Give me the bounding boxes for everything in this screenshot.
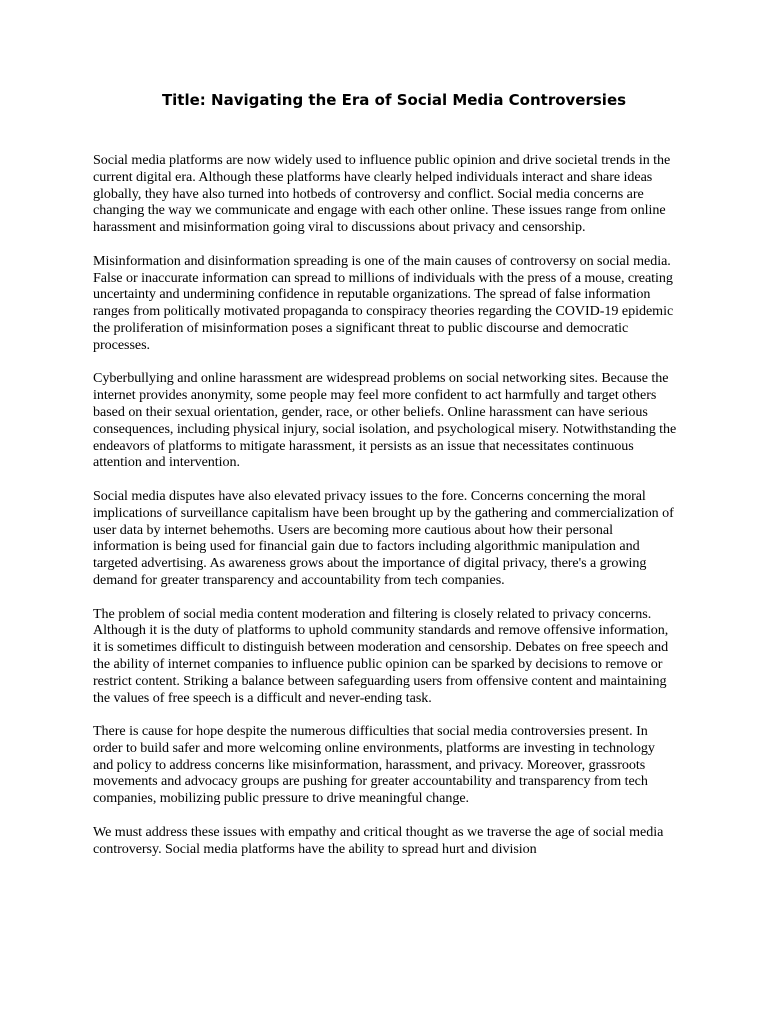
paragraph-misinformation: Misinformation and disinformation spreading is one of the main causes of controversy on social media. False or inaccurate information can spread to millions of individuals with the press of a mouse, creating uncertainty and undermining confidence in reputable organizations. The spread of false information ranges from politically motivated propaganda to conspiracy theories regarding the COVID-19 epidemic the proliferation of misinformation poses a significant threat to public discourse and democratic processes.: [93, 252, 674, 353]
paragraph-moderation: The problem of social media content moderation and filtering is closely related to privacy concerns. Although it is the duty of platforms to uphold community standards and remove offensive information, it is sometimes difficult to distinguish between moderation and censorship. Debates on free speech and the ability of internet companies to influence public opinion can be sparked by decisions to remove or restrict content. Striking a balance between safeguarding users from offensive content and maintaining the values of free speech is a difficult and never-ending task.: [93, 605, 669, 706]
document-body: [93, 152, 677, 874]
paragraph-intro: Social media platforms are now widely used to influence public opinion and drive societal trends in the current digital era. Although these platforms have clearly helped individuals interact and share ideas globally, they have also turned into hotbeds of controversy and conflict. Social media concerns are changing the way we communicate and engage with each other online. These issues range from online harassment and misinformation going viral to discussions about privacy and censorship.: [93, 152, 671, 236]
paragraph-cyberbullying: Cyberbullying and online harassment are widespread problems on social networking sites. Because the internet provides anonymity, some people may feel more confident to act harmfully and target others based on their sexual orientation, gender, race, or other beliefs. Online harassment can have serious consequences, including physical injury, social isolation, and psychological misery. Notwithstanding the endeavors of platforms to mitigate harassment, it persists as an issue that necessitates continuous attention and intervention.: [93, 370, 677, 471]
paragraph-conclusion: We must address these issues with empathy and critical thought as we traverse the age of social media controversy. Social media platforms have the ability to spread hurt and division: [93, 823, 664, 857]
document-title: Title: Navigating the Era of Social Media Controversies: [161, 91, 627, 109]
paragraph-hope: There is cause for hope despite the numerous difficulties that social media controversies present. In order to build safer and more welcoming online environments, platforms are investing in technology and policy to address concerns like misinformation, harassment, and privacy. Moreover, grassroots movements and advocacy groups are pushing for greater accountability and transparency from tech companies, mobilizing public pressure to drive meaningful change.: [93, 723, 655, 807]
paragraph-privacy: Social media disputes have also elevated privacy issues to the fore. Concerns concerning the moral implications of surveillance capitalism have been brought up by the gathering and commercialization of user data by internet behemoths. Users are becoming more cautious about how their personal information is being used for financial gain due to factors including algorithmic manipulation and targeted advertising. As awareness grows about the importance of digital privacy, there's a growing demand for greater transparency and accountability from tech companies.: [93, 487, 674, 588]
